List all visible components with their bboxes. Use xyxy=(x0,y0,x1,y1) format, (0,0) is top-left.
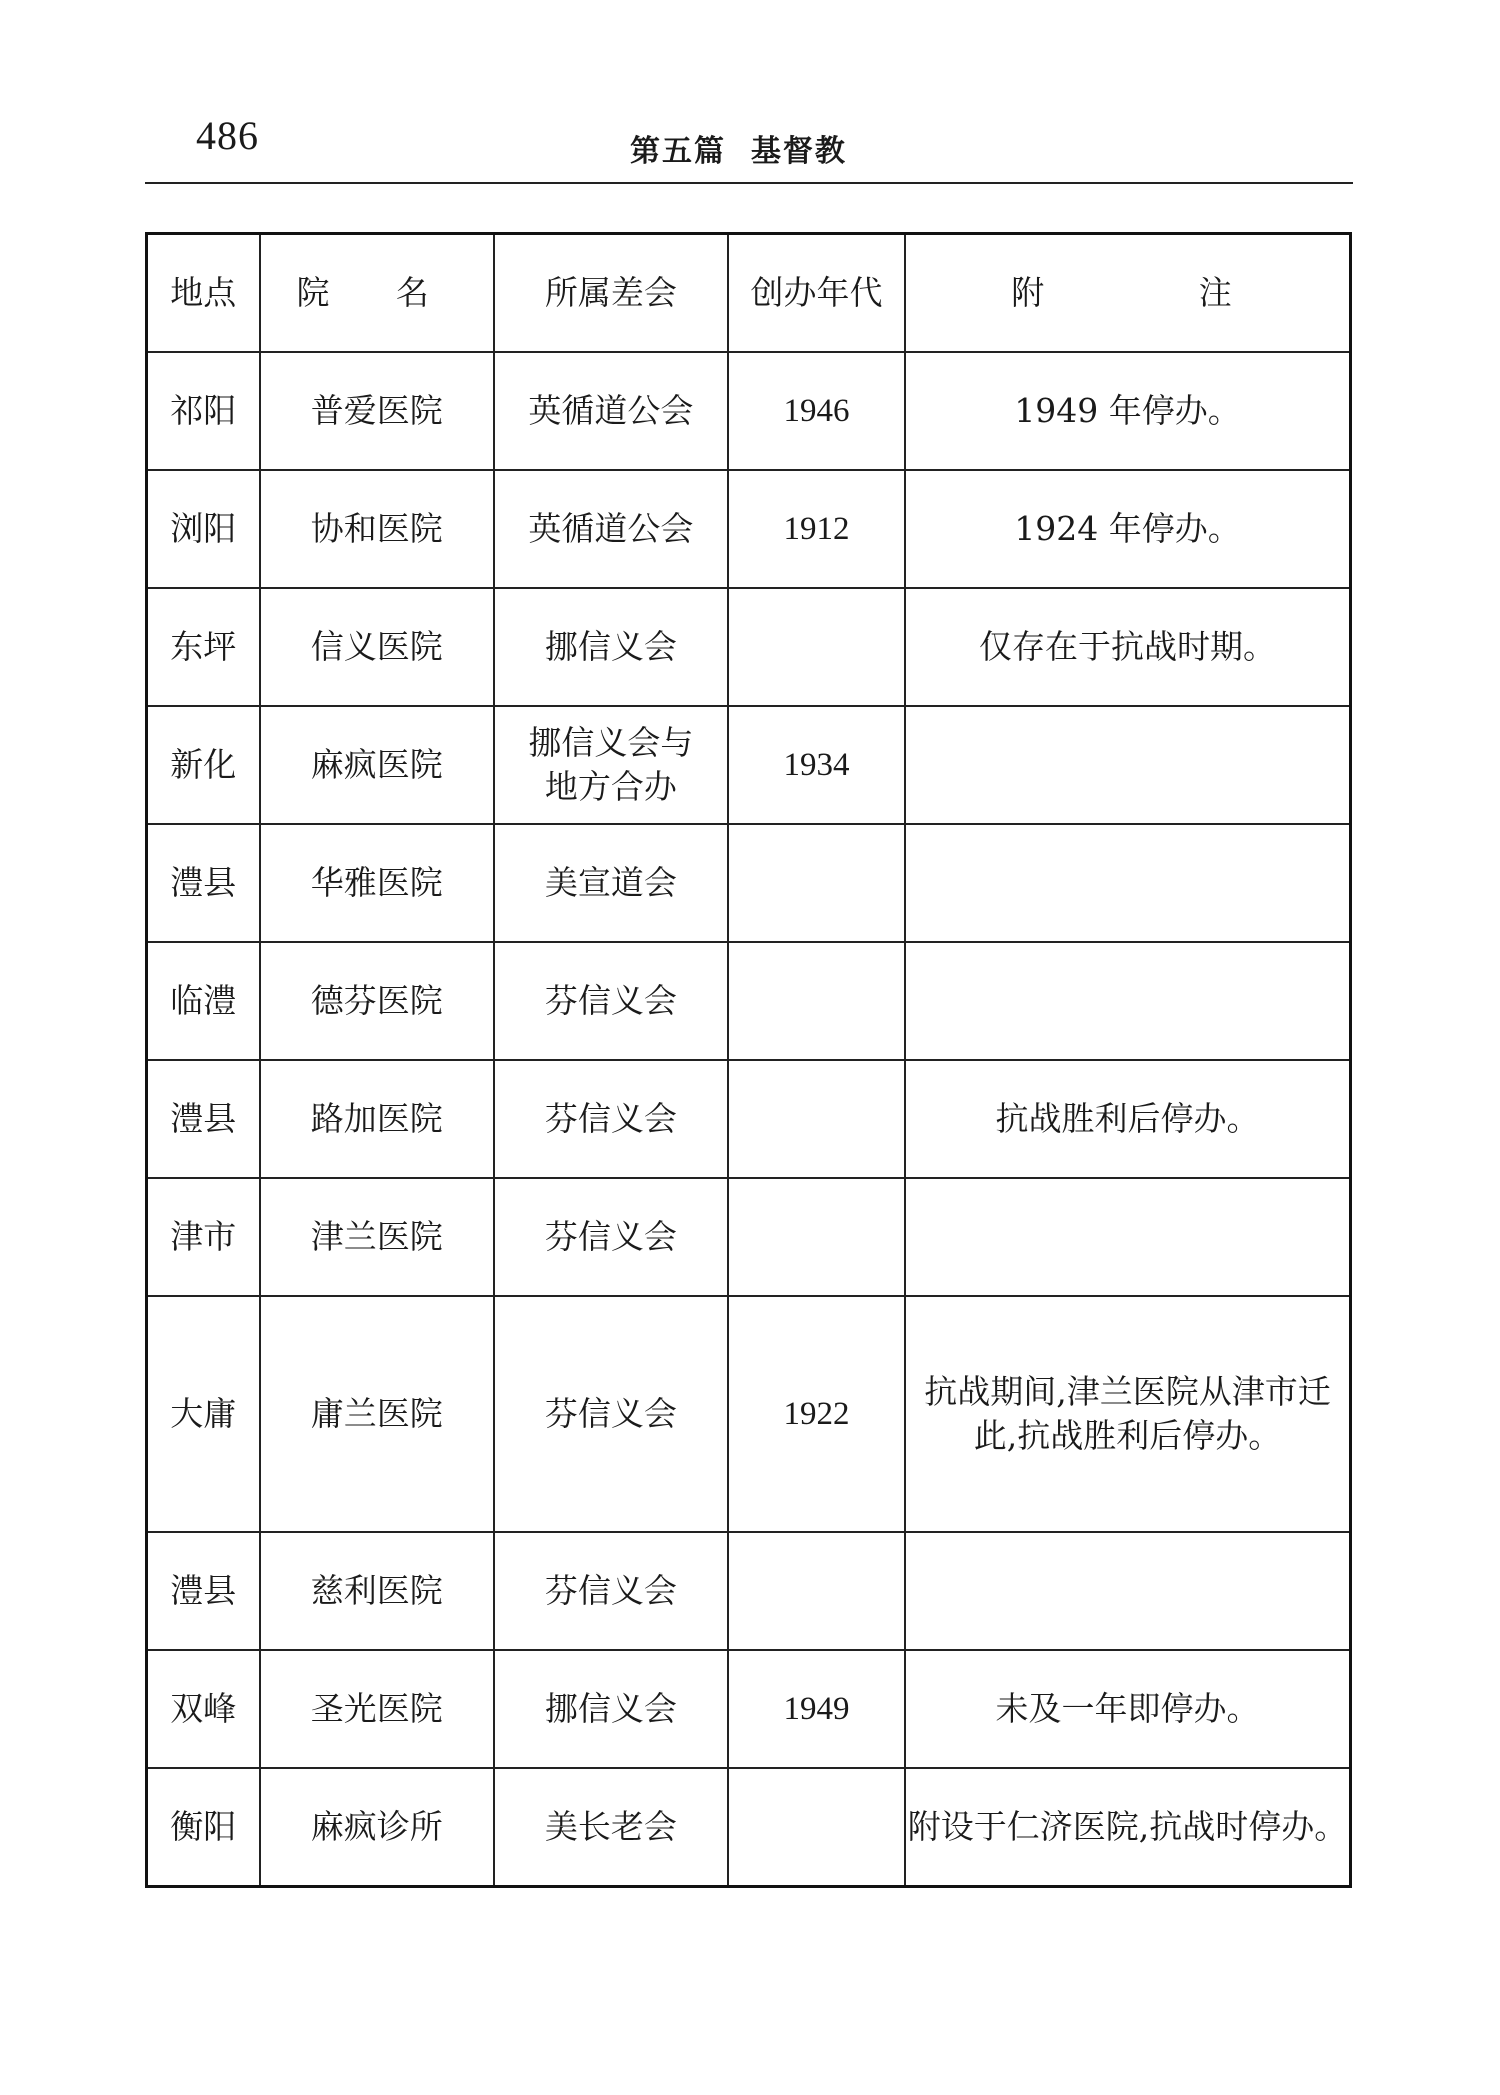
cell-note xyxy=(905,1178,1350,1296)
cell-name: 圣光医院 xyxy=(260,1650,494,1768)
cell-year xyxy=(728,1768,905,1887)
cell-note: 附设于仁济医院,抗战时停办。 xyxy=(905,1768,1350,1887)
header-year: 创办年代 xyxy=(728,234,905,353)
cell-name: 华雅医院 xyxy=(260,824,494,942)
cell-mission: 芬信义会 xyxy=(494,1178,728,1296)
cell-name: 路加医院 xyxy=(260,1060,494,1178)
cell-year: 1946 xyxy=(728,352,905,470)
cell-name: 普爱医院 xyxy=(260,352,494,470)
table-row xyxy=(147,1296,1351,1532)
cell-year xyxy=(728,1532,905,1650)
cell-place: 祁阳 xyxy=(147,352,260,470)
cell-name: 麻疯医院 xyxy=(260,706,494,824)
cell-mission: 英循道公会 xyxy=(494,352,728,470)
cell-mission: 挪信义会与地方合办 xyxy=(494,706,728,824)
table-row xyxy=(147,824,1351,942)
cell-year: 1949 xyxy=(728,1650,905,1768)
cell-name: 慈利医院 xyxy=(260,1532,494,1650)
cell-year: 1912 xyxy=(728,470,905,588)
cell-place: 澧县 xyxy=(147,1532,260,1650)
cell-place: 双峰 xyxy=(147,1650,260,1768)
table-row xyxy=(147,942,1351,1060)
cell-place: 浏阳 xyxy=(147,470,260,588)
cell-place: 澧县 xyxy=(147,1060,260,1178)
cell-name: 德芬医院 xyxy=(260,942,494,1060)
cell-note: 抗战期间,津兰医院从津市迁此,抗战胜利后停办。 xyxy=(905,1296,1350,1532)
table-row xyxy=(147,1650,1351,1768)
header-mission: 所属差会 xyxy=(494,234,728,353)
table-row xyxy=(147,1060,1351,1178)
cell-mission: 芬信义会 xyxy=(494,1532,728,1650)
cell-year xyxy=(728,1178,905,1296)
cell-note: 抗战胜利后停办。 xyxy=(905,1060,1350,1178)
cell-year xyxy=(728,942,905,1060)
cell-place: 新化 xyxy=(147,706,260,824)
cell-name: 协和医院 xyxy=(260,470,494,588)
cell-mission: 芬信义会 xyxy=(494,1296,728,1532)
running-title: 第五篇 基督教 xyxy=(630,134,847,169)
page-number: 486 xyxy=(196,113,259,158)
table-row xyxy=(147,470,1351,588)
header-rule xyxy=(145,182,1353,184)
header-name: 院 名 xyxy=(260,234,494,353)
cell-place: 津市 xyxy=(147,1178,260,1296)
cell-note: 仅存在于抗战时期。 xyxy=(905,588,1350,706)
cell-year xyxy=(728,824,905,942)
table-body xyxy=(147,352,1351,1887)
table-row xyxy=(147,1768,1351,1887)
cell-year xyxy=(728,588,905,706)
cell-note xyxy=(905,1532,1350,1650)
cell-mission: 美长老会 xyxy=(494,1768,728,1887)
cell-name: 信义医院 xyxy=(260,588,494,706)
cell-note xyxy=(905,706,1350,824)
cell-mission: 芬信义会 xyxy=(494,1060,728,1178)
table-row xyxy=(147,1532,1351,1650)
cell-place: 临澧 xyxy=(147,942,260,1060)
cell-note: 1924 年停办。 xyxy=(905,470,1350,588)
cell-year xyxy=(728,1060,905,1178)
cell-name: 庸兰医院 xyxy=(260,1296,494,1532)
cell-mission: 芬信义会 xyxy=(494,942,728,1060)
cell-mission: 挪信义会 xyxy=(494,588,728,706)
cell-mission: 英循道公会 xyxy=(494,470,728,588)
cell-note: 1949 年停办。 xyxy=(905,352,1350,470)
cell-note: 未及一年即停办。 xyxy=(905,1650,1350,1768)
table-header-row xyxy=(147,234,1351,353)
table-row xyxy=(147,706,1351,824)
cell-place: 大庸 xyxy=(147,1296,260,1532)
cell-name: 津兰医院 xyxy=(260,1178,494,1296)
cell-place: 澧县 xyxy=(147,824,260,942)
cell-year: 1934 xyxy=(728,706,905,824)
cell-year: 1922 xyxy=(728,1296,905,1532)
cell-place: 衡阳 xyxy=(147,1768,260,1887)
table-row xyxy=(147,1178,1351,1296)
cell-mission: 美宣道会 xyxy=(494,824,728,942)
header-note: 附 注 xyxy=(905,234,1350,353)
header-place: 地点 xyxy=(147,234,260,353)
table-row xyxy=(147,588,1351,706)
cell-name: 麻疯诊所 xyxy=(260,1768,494,1887)
cell-place: 东坪 xyxy=(147,588,260,706)
table-row xyxy=(147,352,1351,470)
cell-note xyxy=(905,824,1350,942)
cell-mission: 挪信义会 xyxy=(494,1650,728,1768)
hospital-table xyxy=(145,232,1352,1888)
cell-note xyxy=(905,942,1350,1060)
